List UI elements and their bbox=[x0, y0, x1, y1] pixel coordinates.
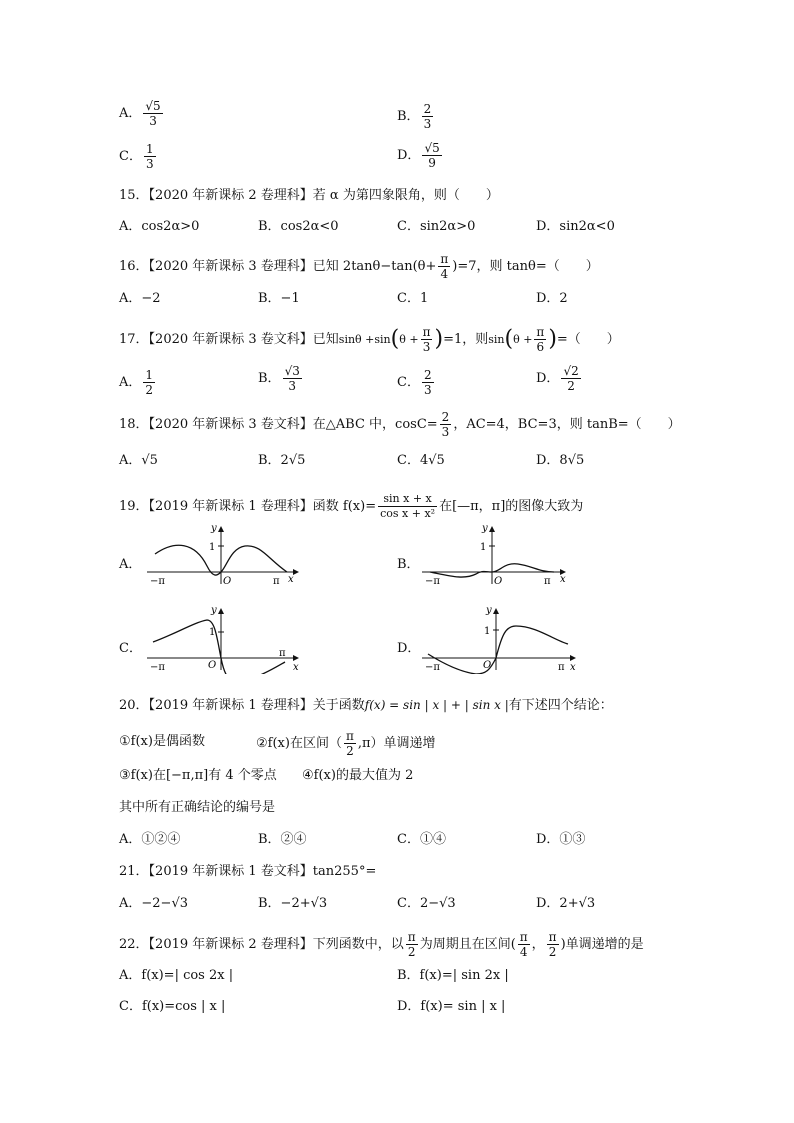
tick-pi: π bbox=[544, 576, 551, 587]
q18-stem: 18．【2020 年新课标 3 卷文科】在△ABC 中，cosC= $\frac{2}{3}$ ，AC=4，BC=3，则 tanB=（ ） bbox=[119, 410, 681, 439]
q21-option-b: B．−2+√3 bbox=[258, 896, 328, 911]
q20-statement-3: ③f(x)在[−π,π]有 4 个零点 bbox=[119, 768, 277, 783]
axis-y-label: y bbox=[482, 523, 488, 534]
q16-option-b: B．−1 bbox=[258, 291, 300, 306]
q21-option-a: A．−2−√3 bbox=[119, 896, 188, 911]
q22-option-a: A．f(x)=| cos 2x | bbox=[119, 968, 234, 983]
tick-one: 1 bbox=[484, 626, 491, 637]
tick-pi: π bbox=[279, 648, 286, 659]
q20-statement-2: ②f(x)在区间（ $\frac{\pi}{2}$ ,π）单调递增 bbox=[256, 729, 436, 758]
q20-ask: 其中所有正确结论的编号是 bbox=[119, 800, 276, 815]
tick-neg-pi: −π bbox=[425, 576, 440, 587]
q15-option-a: A．cos2α>0 bbox=[119, 219, 200, 234]
q19-option-c-label: C． bbox=[119, 641, 142, 656]
q16-option-c: C．1 bbox=[397, 291, 429, 306]
q16-option-d: D．2 bbox=[536, 291, 568, 306]
q19-graph-d bbox=[420, 604, 580, 674]
tick-pi: π bbox=[558, 662, 565, 673]
q19-stem: 19．【2019 年新课标 1 卷理科】函数 f(x)= $\frac{\text{sin x + x}}{\text{cos x + x²}}$ 在[—π，π]的图像大致为 bbox=[119, 492, 584, 520]
q17-option-c: C． $\frac{2}{3}$ bbox=[397, 368, 432, 397]
tick-neg-pi: −π bbox=[150, 576, 165, 587]
origin-label: O bbox=[494, 576, 503, 587]
q14-option-d: D． $\frac{√5}{9}$ bbox=[397, 141, 440, 170]
q17-option-b: B． $\frac{√3}{3}$ bbox=[258, 364, 300, 393]
q15-stem: 15．【2020 年新课标 2 卷理科】若 α 为第四象限角，则（ ） bbox=[119, 188, 499, 203]
q18-option-c: C．4√5 bbox=[397, 453, 445, 468]
q20-statement-4: ④f(x)的最大值为 2 bbox=[302, 768, 414, 783]
q20-option-a: A．①②④ bbox=[119, 832, 181, 847]
axis-y-label: y bbox=[211, 605, 217, 616]
tick-one: 1 bbox=[209, 542, 216, 553]
q20-option-c: C．①④ bbox=[397, 832, 446, 847]
q19-option-d-label: D． bbox=[397, 641, 421, 656]
q16-option-a: A．−2 bbox=[119, 291, 161, 306]
q20-statement-1: ①f(x)是偶函数 bbox=[119, 734, 205, 749]
q22-option-c: C．f(x)=cos | x | bbox=[119, 999, 226, 1014]
tick-neg-pi: −π bbox=[150, 662, 165, 673]
q17-option-a: A． $\frac{1}{2}$ bbox=[119, 368, 154, 397]
q21-option-c: C．2−√3 bbox=[397, 896, 456, 911]
q21-option-d: D．2+√3 bbox=[536, 896, 596, 911]
q20-stem: 20．【2019 年新课标 1 卷理科】关于函数f(x) = sin | x | + | sin x |有下述四个结论： bbox=[119, 698, 613, 713]
axis-x-label: x bbox=[293, 662, 299, 673]
q15-option-c: C．sin2α>0 bbox=[397, 219, 476, 234]
tick-neg-pi: −π bbox=[425, 662, 440, 673]
q21-stem: 21．【2019 年新课标 1 卷文科】tan255°= bbox=[119, 864, 377, 879]
axis-y-label: y bbox=[486, 605, 492, 616]
q18-option-d: D．8√5 bbox=[536, 453, 585, 468]
q18-option-a: A．√5 bbox=[119, 453, 158, 468]
q17-option-d: D． $\frac{√2}{2}$ bbox=[536, 364, 579, 393]
q22-option-b: B．f(x)=| sin 2x | bbox=[397, 968, 509, 983]
origin-label: O bbox=[483, 660, 492, 671]
q16-stem: 16．【2020 年新课标 3 卷理科】已知 2tanθ−tan(θ+ $\frac{\pi}{4}$ )=7，则 tanθ=（ ） bbox=[119, 252, 599, 281]
q14-option-a: A． $\frac{√5}{3}$ bbox=[119, 99, 161, 128]
axis-y-label: y bbox=[211, 523, 217, 534]
q19-option-a-label: A． bbox=[119, 557, 142, 572]
q20-option-b: B．②④ bbox=[258, 832, 307, 847]
tick-pi: π bbox=[273, 576, 280, 587]
q14-option-c: C． $\frac{1}{3}$ bbox=[119, 142, 154, 171]
q19-option-b-label: B． bbox=[397, 557, 420, 572]
q22-option-d: D．f(x)= sin | x | bbox=[397, 999, 506, 1014]
axis-x-label: x bbox=[288, 574, 294, 585]
q20-option-d: D．①③ bbox=[536, 832, 586, 847]
q19-graph-b bbox=[420, 522, 580, 588]
tick-one: 1 bbox=[480, 542, 487, 553]
origin-label: O bbox=[223, 576, 232, 587]
axis-x-label: x bbox=[570, 662, 576, 673]
axis-x-label: x bbox=[560, 574, 566, 585]
tick-one: 1 bbox=[209, 627, 216, 638]
q22-stem: 22．【2019 年新课标 2 卷理科】下列函数中，以 $\frac{\pi}{2}$ 为周期且在区间( $\frac{\pi}{4}$ ， $\frac{\pi}{2}$ )单调递增的是 bbox=[119, 930, 644, 959]
q17-stem: 17．【2020 年新课标 3 卷文科】已知sinθ +sin(θ + $\frac{\pi}{3}$ )=1，则sin(θ + $\frac{\pi}{6}$ )=（ ） bbox=[119, 325, 620, 354]
q14-option-b: B． $\frac{2}{3}$ bbox=[397, 102, 432, 131]
origin-label: O bbox=[208, 660, 217, 671]
q15-option-d: D．sin2α<0 bbox=[536, 219, 615, 234]
q19-graph-c bbox=[145, 604, 305, 674]
q15-option-b: B．cos2α<0 bbox=[258, 219, 339, 234]
q18-option-b: B．2√5 bbox=[258, 453, 306, 468]
q19-graph-a bbox=[145, 522, 305, 588]
